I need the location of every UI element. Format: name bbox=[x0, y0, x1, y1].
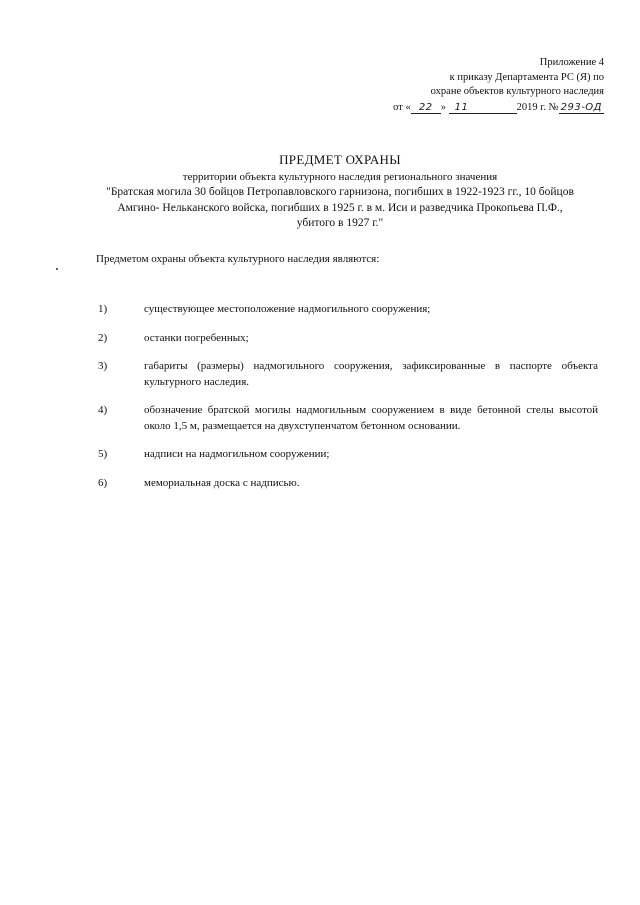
intro-text: Предметом охраны объекта культурного наследия являются: bbox=[96, 253, 380, 265]
object-name-line3: убитого в 1927 г." bbox=[296, 217, 384, 229]
list-item-number: 2) bbox=[98, 331, 108, 344]
list-item bbox=[98, 403, 598, 434]
list-item bbox=[98, 476, 598, 492]
list-item-number: 4) bbox=[98, 404, 108, 416]
order-date-line bbox=[304, 101, 604, 116]
appendix-header bbox=[304, 56, 604, 115]
list-item-text: останки погребенных; bbox=[144, 331, 249, 344]
object-name-line2: Амгино- Нельканского войска, погибших в 1925 г. в м. Иси и разведчика Прокопьева П.Ф., bbox=[117, 201, 563, 214]
document-title: ПРЕДМЕТ ОХРАНЫ bbox=[279, 152, 401, 167]
order-reference-line1: к приказу Департамента РС (Я) по bbox=[449, 71, 604, 83]
date-day: 22 bbox=[411, 102, 441, 114]
appendix-label: Приложение 4 bbox=[539, 57, 604, 68]
list-item bbox=[98, 302, 598, 318]
protection-items-list bbox=[98, 302, 598, 491]
date-prefix: от « bbox=[393, 101, 411, 113]
list-item-number: 1) bbox=[98, 303, 108, 315]
list-item-text: существующее местоположение надмогильного сооружения; bbox=[144, 303, 431, 315]
document-subtitle: территории объекта культурного наследия регионального значения bbox=[182, 171, 498, 183]
list-item-text: надписи на надмогильном сооружении; bbox=[144, 448, 330, 460]
date-month: 11 bbox=[449, 102, 517, 114]
order-reference-line2: охране объектов культурного наследия bbox=[430, 86, 604, 97]
list-item bbox=[98, 359, 598, 390]
list-item bbox=[98, 447, 598, 463]
list-item bbox=[98, 331, 598, 347]
list-item-text: обозначение братской могилы надмогильным сооружением в виде бетонной стелы высотой около 1,5 м, размещается на двухступенчатом бетонном основании. bbox=[144, 404, 598, 432]
scan-speck bbox=[56, 268, 58, 270]
order-number: 293-ОД bbox=[560, 101, 602, 113]
list-item-number: 6) bbox=[98, 476, 108, 489]
list-item-number: 3) bbox=[98, 360, 108, 372]
list-item-text: мемориальная доска с надписью. bbox=[144, 476, 300, 489]
list-item-number: 5) bbox=[98, 448, 108, 460]
date-mid: » bbox=[440, 101, 446, 113]
date-year: 2019 г. № bbox=[516, 101, 559, 113]
object-name-line1: "Братская могила 30 бойцов Петропавловского гарнизона, погибших в 1922-1923 гг., 10 бойцов bbox=[106, 186, 574, 198]
title-block bbox=[60, 152, 620, 232]
list-item-text: габариты (размеры) надмогильного сооружения, зафиксированные в паспорте объекта культурного наследия. bbox=[144, 360, 598, 388]
